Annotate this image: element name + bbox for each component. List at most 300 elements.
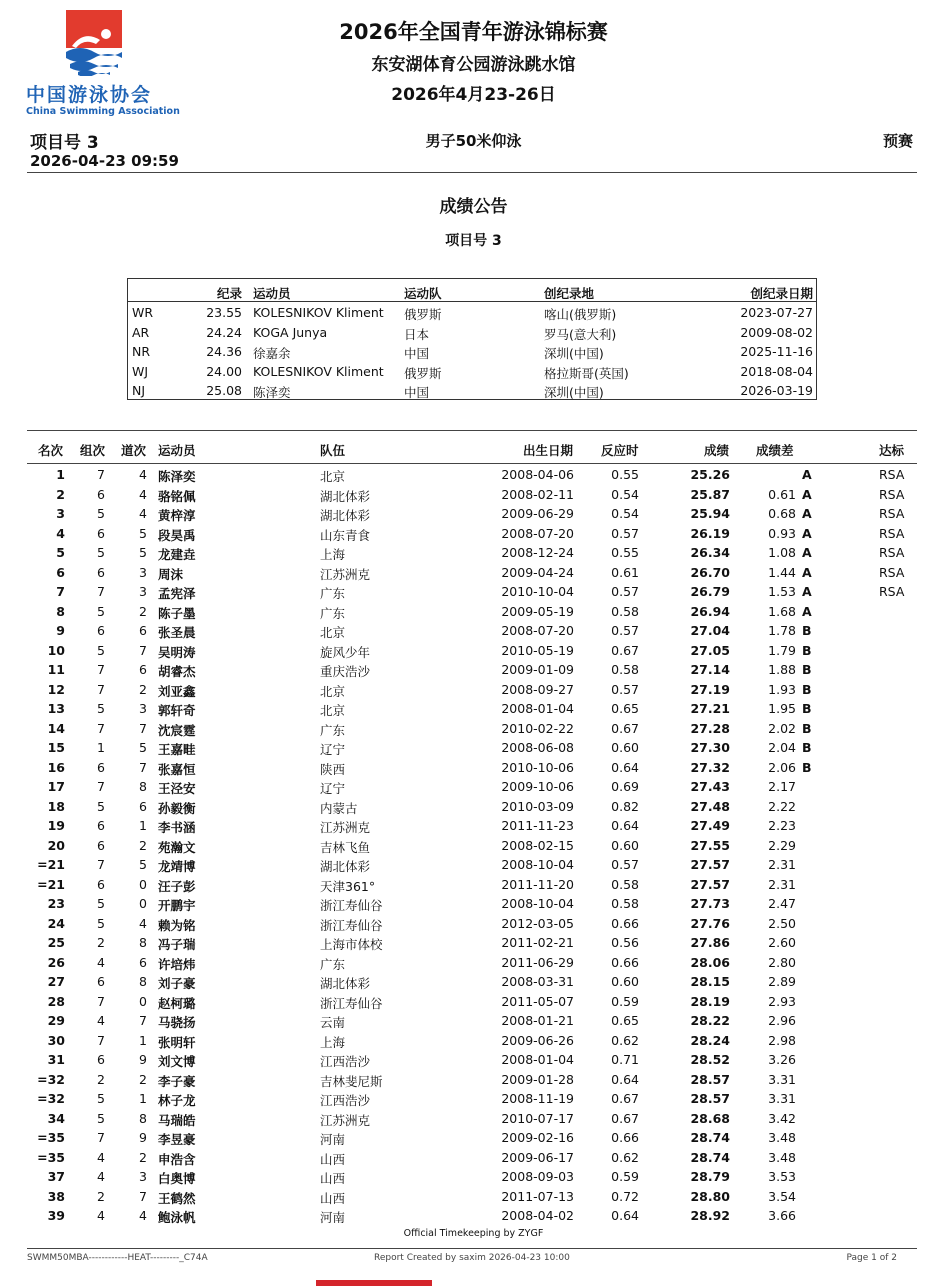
result-behind: 1.08: [768, 545, 796, 560]
result-athlete: 张明轩: [158, 1034, 196, 1050]
result-dob: 2009-06-17: [501, 1149, 574, 1165]
col-dob: 出生日期: [523, 443, 574, 458]
meet-title: 2026年全国青年游泳锦标赛: [339, 20, 608, 44]
result-rank: 31: [47, 1052, 65, 1067]
result-row: [27, 465, 917, 485]
result-time: 27.57: [690, 857, 730, 872]
result-athlete: 王鹤然: [158, 1190, 196, 1206]
result-dob: 2008-07-20: [501, 623, 574, 638]
result-team: 山西: [320, 1190, 346, 1206]
result-heat: 5: [97, 1110, 105, 1126]
result-athlete: 汪子彭: [158, 878, 196, 894]
result-heat: 7: [97, 1130, 105, 1145]
result-time: 28.74: [690, 1149, 730, 1165]
record-time: 24.00: [206, 363, 242, 379]
result-time: 27.28: [690, 720, 730, 736]
result-row: [27, 797, 917, 817]
result-dob: 2008-03-31: [501, 974, 574, 989]
result-lane: 3: [139, 564, 147, 580]
record-code: WJ: [132, 363, 149, 379]
result-rank: 19: [47, 818, 65, 833]
result-team: 北京: [320, 683, 346, 699]
result-row: [27, 1187, 917, 1207]
result-time: 28.57: [690, 1071, 730, 1087]
result-team: 旋风少年: [320, 644, 371, 660]
result-lane: 2: [139, 837, 147, 853]
result-row: [27, 602, 917, 622]
result-qual: B: [802, 623, 812, 638]
record-row: [128, 342, 816, 362]
result-rank: =32: [37, 1071, 65, 1087]
result-time: 27.04: [690, 623, 730, 638]
result-lane: 5: [139, 545, 147, 560]
result-team: 陕西: [320, 761, 346, 777]
result-row: [27, 1089, 917, 1109]
result-dob: 2009-06-29: [501, 506, 574, 521]
result-team: 山西: [320, 1171, 346, 1186]
result-dob: 2008-04-02: [501, 1208, 574, 1223]
result-time: 26.70: [690, 564, 730, 580]
result-dob: 2011-06-29: [501, 954, 574, 970]
result-athlete: 冯子瑞: [158, 937, 196, 952]
result-row: [27, 699, 917, 719]
result-lane: 9: [139, 1052, 147, 1067]
record-athlete: KOLESNIKOV Kliment: [253, 305, 384, 320]
result-lane: 2: [139, 603, 147, 619]
result-time: 27.21: [690, 701, 730, 716]
result-heat: 6: [97, 974, 105, 989]
result-dob: 2009-05-19: [501, 603, 574, 619]
result-athlete: 刘亚鑫: [158, 683, 196, 699]
result-reaction: 0.65: [611, 1013, 639, 1028]
result-athlete: 胡睿杰: [158, 664, 196, 679]
record-date: 2023-07-27: [740, 305, 813, 320]
result-rank: 16: [47, 759, 65, 775]
result-standard: RSA: [879, 545, 905, 560]
result-behind: 0.68: [768, 506, 796, 521]
result-reaction: 0.62: [611, 1149, 639, 1165]
results-header: [27, 430, 917, 464]
result-reaction: 0.59: [611, 993, 639, 1009]
result-time: 25.94: [690, 506, 730, 521]
result-behind: 0.61: [768, 486, 796, 502]
result-dob: 2009-04-24: [501, 564, 574, 580]
result-lane: 1: [139, 1032, 147, 1048]
records-header-athlete: 运动员: [253, 286, 291, 301]
result-time: 27.73: [690, 896, 730, 911]
col-athlete: 运动员: [158, 443, 196, 458]
result-time: 26.34: [690, 545, 730, 560]
result-team: 广东: [320, 605, 346, 621]
result-time: 27.48: [690, 798, 730, 814]
result-heat: 7: [97, 720, 105, 736]
result-team: 湖北体彩: [320, 859, 371, 874]
result-row: [27, 563, 917, 583]
result-rank: 20: [47, 837, 65, 853]
result-behind: 1.44: [768, 564, 796, 580]
result-time: 28.52: [690, 1052, 730, 1067]
result-rank: =35: [37, 1149, 65, 1165]
records-header-team: 运动队: [404, 286, 442, 301]
result-row: [27, 1050, 917, 1070]
result-qual: A: [802, 467, 812, 482]
result-behind: 2.29: [768, 837, 796, 853]
result-behind: 1.53: [768, 584, 796, 599]
record-row: [128, 362, 816, 382]
result-heat: 7: [97, 857, 105, 872]
result-team: 北京: [320, 469, 346, 484]
result-rank: =35: [37, 1130, 65, 1145]
record-place: 喀山(俄罗斯): [544, 307, 617, 322]
col-reaction: 反应时: [601, 443, 639, 458]
result-lane: 5: [139, 857, 147, 872]
results-table-body: [27, 465, 917, 1225]
result-lane: 3: [139, 584, 147, 599]
result-row: [27, 992, 917, 1012]
result-behind: 1.93: [768, 681, 796, 697]
record-time: 24.24: [206, 324, 242, 340]
result-team: 江苏洲克: [320, 1112, 371, 1128]
result-reaction: 0.71: [611, 1052, 639, 1067]
result-behind: 2.02: [768, 720, 796, 736]
result-athlete: 龙建垚: [158, 547, 196, 562]
result-team: 湖北体彩: [320, 488, 371, 504]
result-dob: 2008-01-04: [501, 1052, 574, 1067]
result-rank: 13: [47, 701, 65, 716]
result-heat: 1: [97, 740, 105, 755]
result-dob: 2011-05-07: [501, 993, 574, 1009]
logo-name-cn: 中国游泳协会: [26, 84, 153, 106]
result-reaction: 0.55: [611, 467, 639, 482]
result-athlete: 刘文博: [158, 1054, 196, 1069]
footer-red-bar: [316, 1280, 432, 1286]
result-heat: 5: [97, 701, 105, 716]
result-row: [27, 894, 917, 914]
result-athlete: 赖为铭: [158, 917, 196, 933]
result-dob: 2008-09-03: [501, 1169, 574, 1184]
result-athlete: 吴明涛: [158, 644, 196, 660]
result-behind: 2.17: [768, 779, 796, 794]
result-team: 江苏洲克: [320, 820, 371, 835]
result-qual: B: [802, 642, 812, 658]
results-title: 成绩公告: [439, 197, 508, 217]
result-lane: 1: [139, 818, 147, 833]
result-standard: RSA: [879, 506, 905, 521]
record-athlete: KOGA Junya: [253, 324, 328, 340]
record-place: 深圳(中国): [544, 346, 604, 361]
result-row: [27, 660, 917, 680]
result-lane: 0: [139, 896, 147, 911]
result-reaction: 0.57: [611, 525, 639, 541]
record-row: [128, 303, 816, 323]
result-dob: 2009-01-09: [501, 662, 574, 677]
result-time: 28.15: [690, 974, 730, 989]
result-team: 江西浩沙: [320, 1093, 371, 1108]
result-time: 28.06: [690, 954, 730, 970]
result-row: [27, 914, 917, 934]
result-qual: B: [802, 720, 812, 736]
result-lane: 8: [139, 974, 147, 989]
result-time: 28.57: [690, 1091, 730, 1106]
result-lane: 1: [139, 1091, 147, 1106]
col-team: 队伍: [320, 443, 346, 458]
result-behind: 1.68: [768, 603, 796, 619]
result-athlete: 郭轩奇: [158, 703, 196, 718]
result-reaction: 0.54: [611, 486, 639, 502]
report-created: Report Created by saxim 2026-04-23 10:00: [374, 1253, 570, 1263]
result-row: [27, 855, 917, 875]
result-time: 27.76: [690, 915, 730, 931]
result-dob: 2011-07-13: [501, 1188, 574, 1204]
result-dob: 2008-07-20: [501, 525, 574, 541]
result-dob: 2009-06-26: [501, 1032, 574, 1048]
result-time: 27.19: [690, 681, 730, 697]
result-athlete: 李昱豪: [158, 1132, 196, 1147]
record-code: NJ: [132, 383, 146, 398]
col-behind: 成绩差: [756, 443, 794, 458]
record-code: AR: [132, 324, 150, 340]
result-row: [27, 719, 917, 739]
result-behind: 2.89: [768, 974, 796, 989]
result-team: 山东青食: [320, 527, 371, 543]
result-rank: 4: [56, 525, 65, 541]
result-time: 28.92: [690, 1208, 730, 1223]
result-reaction: 0.54: [611, 506, 639, 521]
result-row: [27, 621, 917, 641]
result-standard: RSA: [879, 564, 905, 580]
result-row: [27, 641, 917, 661]
result-reaction: 0.82: [611, 798, 639, 814]
result-heat: 5: [97, 642, 105, 658]
record-team: 中国: [404, 385, 430, 400]
report-code: SWMM50MBA------------HEAT---------_C74A: [27, 1253, 208, 1263]
result-behind: 3.48: [768, 1130, 796, 1145]
result-lane: 8: [139, 935, 147, 950]
result-athlete: 李子豪: [158, 1073, 196, 1089]
result-team: 湖北体彩: [320, 976, 371, 991]
result-dob: 2012-03-05: [501, 915, 574, 931]
result-team: 河南: [320, 1132, 346, 1147]
result-dob: 2008-02-11: [501, 486, 574, 502]
result-time: 27.30: [690, 740, 730, 755]
result-reaction: 0.57: [611, 681, 639, 697]
result-rank: 14: [47, 720, 65, 736]
result-reaction: 0.69: [611, 779, 639, 794]
record-athlete: 陈泽奕: [253, 385, 291, 400]
result-heat: 5: [97, 1091, 105, 1106]
result-heat: 7: [97, 467, 105, 482]
result-time: 26.79: [690, 584, 730, 599]
result-behind: 3.54: [768, 1188, 796, 1204]
result-rank: 3: [56, 506, 65, 521]
result-time: 28.74: [690, 1130, 730, 1145]
result-behind: 3.31: [768, 1071, 796, 1087]
result-athlete: 黄梓淳: [158, 508, 196, 523]
result-lane: 7: [139, 759, 147, 775]
record-row: [128, 323, 816, 343]
result-athlete: 刘子豪: [158, 976, 196, 991]
result-lane: 5: [139, 525, 147, 541]
result-row: [27, 933, 917, 953]
result-athlete: 陈子墨: [158, 605, 196, 621]
result-dob: 2010-10-04: [501, 584, 574, 599]
footer-divider: [27, 1248, 917, 1249]
result-rank: 27: [47, 974, 65, 989]
records-header-place: 创纪录地: [544, 286, 595, 301]
record-time: 23.55: [206, 305, 242, 320]
col-standard: 达标: [879, 443, 905, 458]
result-qual: B: [802, 701, 812, 716]
result-lane: 7: [139, 642, 147, 658]
result-team: 河南: [320, 1210, 346, 1225]
result-team: 北京: [320, 703, 346, 718]
result-athlete: 林子龙: [158, 1093, 196, 1108]
result-dob: 2008-01-04: [501, 701, 574, 716]
result-qual: B: [802, 759, 812, 775]
result-reaction: 0.57: [611, 623, 639, 638]
result-lane: 2: [139, 1149, 147, 1165]
result-behind: 2.50: [768, 915, 796, 931]
result-reaction: 0.60: [611, 837, 639, 853]
result-time: 25.87: [690, 486, 730, 502]
result-time: 25.26: [690, 467, 730, 482]
result-reaction: 0.60: [611, 974, 639, 989]
result-dob: 2010-07-17: [501, 1110, 574, 1126]
result-reaction: 0.57: [611, 584, 639, 599]
result-row: [27, 1070, 917, 1090]
record-code: NR: [132, 344, 151, 359]
result-heat: 6: [97, 837, 105, 853]
result-rank: 12: [47, 681, 65, 697]
result-athlete: 赵柯璐: [158, 995, 196, 1011]
result-heat: 2: [97, 1188, 105, 1204]
result-lane: 6: [139, 954, 147, 970]
result-rank: 11: [47, 662, 65, 677]
result-reaction: 0.72: [611, 1188, 639, 1204]
result-behind: 3.42: [768, 1110, 796, 1126]
result-time: 28.19: [690, 993, 730, 1009]
result-lane: 4: [139, 486, 147, 502]
result-rank: 24: [47, 915, 65, 931]
result-lane: 7: [139, 720, 147, 736]
result-dob: 2009-10-06: [501, 779, 574, 794]
result-row: [27, 1148, 917, 1168]
result-row: [27, 777, 917, 797]
result-time: 26.19: [690, 525, 730, 541]
result-athlete: 开鹏宇: [158, 898, 196, 913]
result-heat: 5: [97, 896, 105, 911]
result-qual: A: [802, 603, 812, 619]
meet-dates: 2026年4月23-26日: [391, 85, 556, 105]
result-reaction: 0.60: [611, 740, 639, 755]
result-reaction: 0.58: [611, 603, 639, 619]
result-heat: 5: [97, 545, 105, 560]
result-athlete: 骆铭佩: [158, 488, 196, 504]
result-qual: A: [802, 564, 812, 580]
result-lane: 6: [139, 798, 147, 814]
result-behind: 1.78: [768, 623, 796, 638]
result-reaction: 0.66: [611, 915, 639, 931]
result-behind: 2.22: [768, 798, 796, 814]
record-time: 24.36: [206, 344, 242, 359]
result-reaction: 0.55: [611, 545, 639, 560]
result-rank: 8: [56, 603, 65, 619]
result-row: [27, 972, 917, 992]
record-place: 罗马(意大利): [544, 326, 617, 342]
result-time: 27.14: [690, 662, 730, 677]
result-dob: 2010-05-19: [501, 642, 574, 658]
result-dob: 2008-09-27: [501, 681, 574, 697]
record-team: 中国: [404, 346, 430, 361]
result-reaction: 0.58: [611, 896, 639, 911]
result-reaction: 0.61: [611, 564, 639, 580]
result-heat: 7: [97, 662, 105, 677]
round-label: 预赛: [882, 132, 913, 150]
records-header-record: 纪录: [217, 286, 243, 301]
result-behind: 2.31: [768, 857, 796, 872]
col-heat: 组次: [80, 443, 106, 458]
result-team: 上海市体校: [320, 937, 383, 952]
result-behind: 1.95: [768, 701, 796, 716]
result-qual: B: [802, 681, 812, 697]
result-team: 天津361°: [320, 878, 376, 894]
result-athlete: 李书涵: [158, 820, 196, 835]
result-time: 28.24: [690, 1032, 730, 1048]
col-rank: 名次: [38, 443, 64, 458]
result-row: [27, 738, 917, 758]
result-standard: RSA: [879, 584, 905, 599]
result-heat: 5: [97, 506, 105, 521]
result-athlete: 张圣晨: [158, 625, 196, 640]
result-athlete: 孙毅衡: [158, 800, 196, 816]
records-table: [127, 278, 817, 400]
result-row: [27, 758, 917, 778]
result-athlete: 孟宪泽: [158, 586, 196, 601]
result-row: [27, 543, 917, 563]
result-athlete: 申浩含: [158, 1151, 196, 1167]
result-heat: 4: [97, 1149, 105, 1165]
result-row: [27, 524, 917, 544]
record-team: 俄罗斯: [404, 307, 442, 322]
result-heat: 6: [97, 486, 105, 502]
result-row: [27, 1128, 917, 1148]
result-team: 浙江寿仙谷: [320, 995, 383, 1011]
result-rank: 7: [56, 584, 65, 599]
result-reaction: 0.59: [611, 1169, 639, 1184]
result-dob: 2008-06-08: [501, 740, 574, 755]
result-athlete: 许培炜: [158, 956, 196, 972]
result-rank: 5: [56, 545, 65, 560]
record-code: WR: [132, 305, 154, 320]
result-dob: 2010-10-06: [501, 759, 574, 775]
result-rank: 17: [47, 779, 65, 794]
result-behind: 3.48: [768, 1149, 796, 1165]
result-heat: 6: [97, 876, 105, 892]
result-dob: 2009-01-28: [501, 1071, 574, 1087]
result-athlete: 王嘉畦: [158, 742, 196, 757]
result-rank: 30: [47, 1032, 65, 1048]
result-lane: 0: [139, 993, 147, 1009]
result-row: [27, 953, 917, 973]
result-lane: 7: [139, 1188, 147, 1204]
result-heat: 5: [97, 798, 105, 814]
result-team: 云南: [320, 1015, 346, 1030]
record-place: 格拉斯哥(英国): [544, 365, 629, 381]
result-qual: A: [802, 584, 812, 599]
result-rank: 28: [47, 993, 65, 1009]
result-team: 辽宁: [320, 742, 346, 757]
result-rank: 39: [47, 1208, 65, 1223]
